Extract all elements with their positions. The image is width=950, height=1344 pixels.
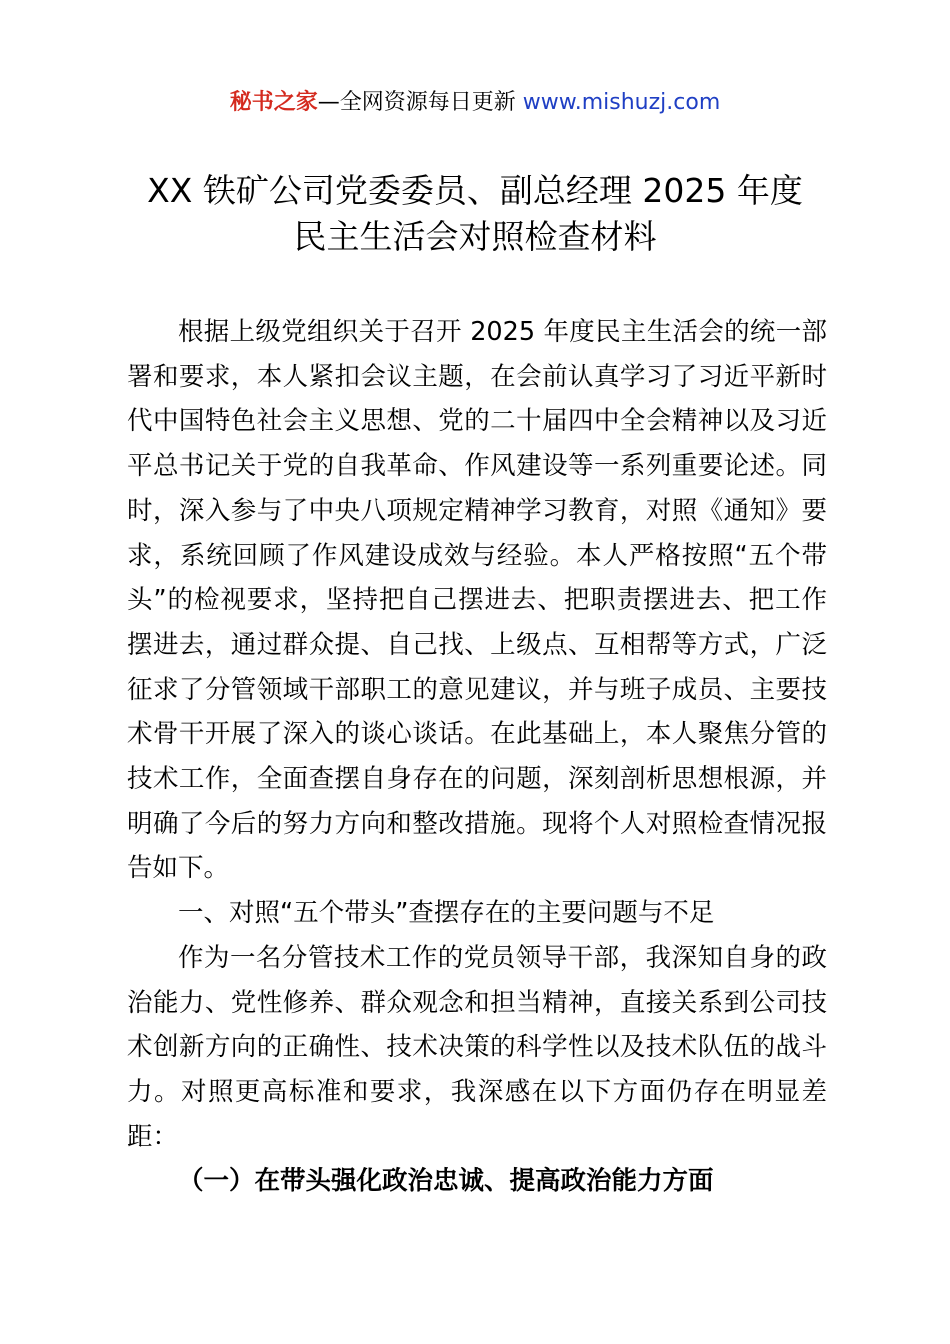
document-title bbox=[60, 168, 890, 260]
intro-paragraph: 根据上级党组织关于召开 2025 年度民主生活会的统一部署和要求，本人紧扣会议主题，在会前认真学习了习近平新时代中国特色社会主义思想、党的二十届四中全会精神以及习近平总书记关于党的自我革命、作风建设等一系列重要论述。同时，深入参与了中央八项规定精神学习教育，对照《通知》要求，系统回顾了作风建设成效与经验。本人严格按照“五个带头”的检视要求，坚持把自己摆进去、把职责摆进去、把工作摆进去，通过群众提、自己找、上级点、互相帮等方式，广泛征求了分管领域干部职工的意见建议，并与班子成员、主要技术骨干开展了深入的谈心谈话。在此基础上，本人聚焦分管的技术工作，全面查摆自身存在的问题，深刻剖析思想根源，并明确了今后的努力方向和整改措施。现将个人对照检查情况报告如下。 bbox=[127, 317, 827, 884]
brand-name: 秘书之家 bbox=[229, 90, 318, 115]
subsection-1-heading: （一）在带头强化政治忠诚、提高政治能力方面 bbox=[178, 1166, 714, 1197]
document-body bbox=[127, 310, 827, 1204]
site-url-link[interactable]: www.mishuzj.com bbox=[522, 90, 721, 115]
title-line-1: XX 铁矿公司党委委员、副总经理 2025 年度 bbox=[147, 171, 803, 210]
section-1-paragraph: 作为一名分管技术工作的党员领导干部，我深知自身的政治能力、党性修养、群众观念和担当精神，直接关系到公司技术创新方向的正确性、技术决策的科学性以及技术队伍的战斗力。对照更高标准和要求，我深感在以下方面仍存在明显差距： bbox=[127, 942, 827, 1152]
site-header bbox=[0, 88, 950, 118]
title-line-2: 民主生活会对照检查材料 bbox=[293, 217, 657, 256]
section-1-heading: 一、对照“五个带头”查摆存在的主要问题与不足 bbox=[178, 898, 715, 929]
header-tagline: —全网资源每日更新 bbox=[317, 90, 516, 115]
